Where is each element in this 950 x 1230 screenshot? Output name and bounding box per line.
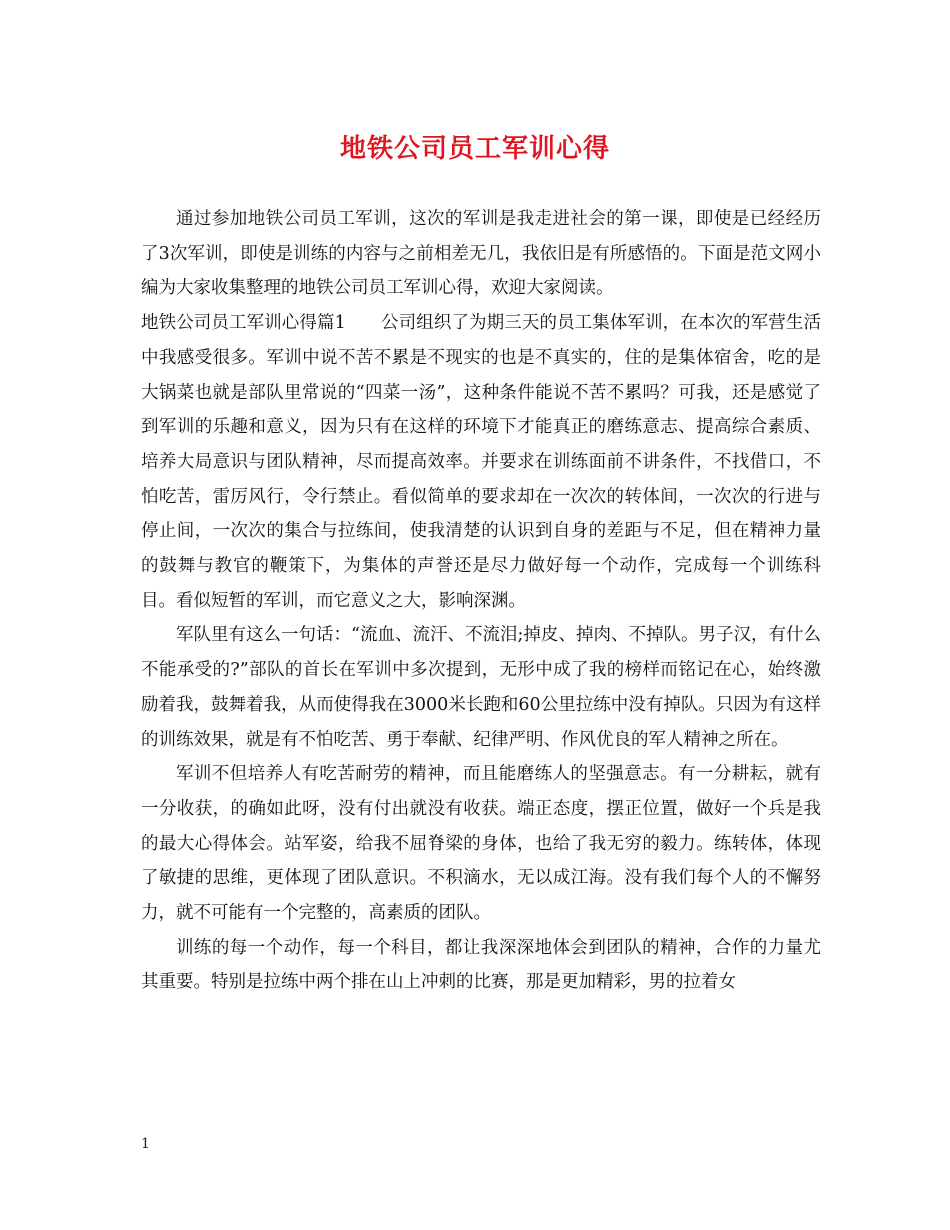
paragraph-teamwork: 训练的每一个动作，每一个科目，都让我深深地体会到团队的精神，合作的力量尤其重要。特别是拉练中两个排在山上冲刺的比赛，那是更加精彩，男的拉着女 [141,937,821,993]
paragraph-section-1: 地铁公司员工军训心得篇1 公司组织了为期三天的员工集体军训，在本次的军营生活中我感受很多。军训中说不苦不累是不现实的也是不真实的，住的是集体宿舍，吃的是大锅菜也就是部队里常说的“四菜一汤”，这种条件能说不苦不累吗？可我，还是感觉了到军训的乐趣和意义，因为只有在这样的环境下才能真正的磨练意志、提高综合素质、培养大局意识与团队精神，尽而提高效率。并要求在训练面前不讲条件，不找借口，不怕吃苦，雷厉风行，令行禁止。看似简单的要求却在一次次的转体间，一次次的行进与停止间，一次次的集合与拉练间，使我清楚的认识到自身的差距与不足，但在精神力量的鼓舞与教官的鞭策下，为集体的声誉还是尽力做好每一个动作，完成每一个训练科目。看似短暂的军训，而它意义之大，影响深渊。 [141,313,821,611]
document-title: 地铁公司员工军训心得 [339,134,610,164]
page-number: 1 [141,1136,150,1152]
document-body [141,202,821,1000]
paragraph-intro: 通过参加地铁公司员工军训，这次的军训是我走进社会的第一课，即使是已经经历了3次军训，即使是训练的内容与之前相差无几，我依旧是有所感悟的。下面是范文网小编为大家收集整理的地铁公司员工军训心得，欢迎大家阅读。 [141,209,821,299]
paragraph-endurance: 军训不但培养人有吃苦耐劳的精神，而且能磨练人的坚强意志。有一分耕耘，就有一分收获，的确如此呀，没有付出就没有收获。端正态度，摆正位置，做好一个兵是我的最大心得体会。站军姿，给我不屈脊梁的身体，也给了我无穷的毅力。练转体，体现了敏捷的思维，更体现了团队意识。不积滴水，无以成江海。没有我们每个人的不懈努力，就不可能有一个完整的，高素质的团队。 [141,764,821,924]
paragraph-military-saying: 军队里有这么一句话：“流血、流汗、不流泪;掉皮、掉肉、不掉队。男子汉，有什么不能承受的?”部队的首长在军训中多次提到，无形中成了我的榜样而铭记在心，始终激励着我，鼓舞着我，从而使得我在3000米长跑和60公里拉练中没有掉队。只因为有这样的训练效果，就是有不怕吃苦、勇于奉献、纪律严明、作风优良的军人精神之所在。 [141,625,821,750]
